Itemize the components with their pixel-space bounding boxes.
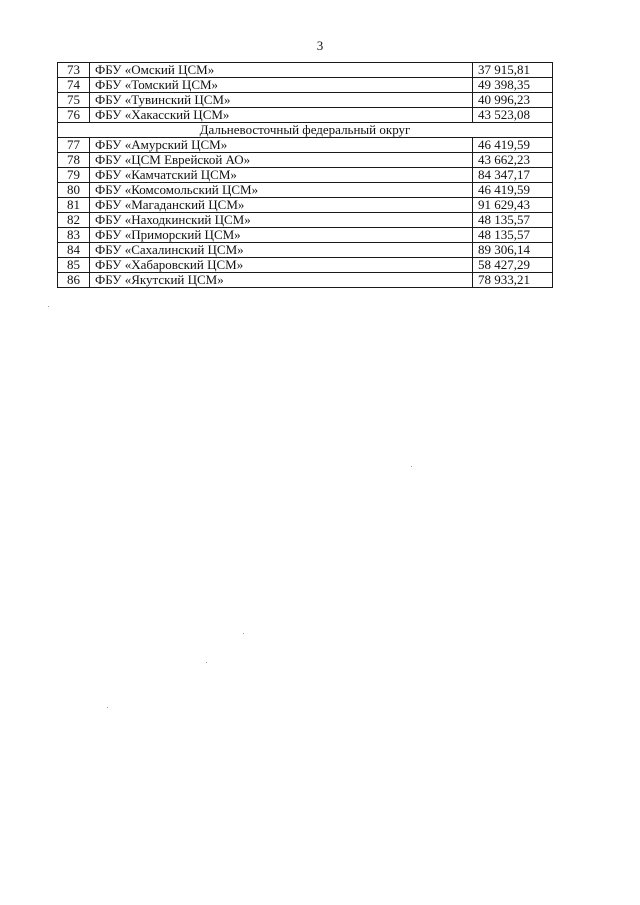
table-row bbox=[58, 138, 553, 153]
amount-value: 40 996,23 bbox=[473, 93, 553, 108]
organization-name: ФБУ «Магаданский ЦСМ» bbox=[90, 198, 473, 213]
amount-value: 84 347,17 bbox=[473, 168, 553, 183]
organization-name: ФБУ «Амурский ЦСМ» bbox=[90, 138, 473, 153]
table-row bbox=[58, 63, 553, 78]
table-row bbox=[58, 213, 553, 228]
amount-value: 48 135,57 bbox=[473, 228, 553, 243]
row-number: 85 bbox=[58, 258, 90, 273]
row-number: 81 bbox=[58, 198, 90, 213]
organization-name: ФБУ «Тувинский ЦСМ» bbox=[90, 93, 473, 108]
row-number: 74 bbox=[58, 78, 90, 93]
row-number: 76 bbox=[58, 108, 90, 123]
page-number: 3 bbox=[316, 38, 324, 53]
section-header-row bbox=[58, 123, 553, 138]
amount-value: 91 629,43 bbox=[473, 198, 553, 213]
registry-table bbox=[57, 62, 553, 288]
amount-value: 37 915,81 bbox=[473, 63, 553, 78]
table-row bbox=[58, 273, 553, 288]
row-number: 77 bbox=[58, 138, 90, 153]
section-title: Дальневосточный федеральный округ bbox=[58, 123, 553, 138]
row-number: 80 bbox=[58, 183, 90, 198]
amount-value: 58 427,29 bbox=[473, 258, 553, 273]
table-row bbox=[58, 168, 553, 183]
scan-speck bbox=[411, 466, 412, 467]
amount-value: 78 933,21 bbox=[473, 273, 553, 288]
organization-name: ФБУ «Хакасский ЦСМ» bbox=[90, 108, 473, 123]
amount-value: 46 419,59 bbox=[473, 138, 553, 153]
amount-value: 43 662,23 bbox=[473, 153, 553, 168]
table-row bbox=[58, 243, 553, 258]
amount-value: 89 306,14 bbox=[473, 243, 553, 258]
organization-name: ФБУ «Находкинский ЦСМ» bbox=[90, 213, 473, 228]
amount-value: 49 398,35 bbox=[473, 78, 553, 93]
organization-name: ФБУ «Приморский ЦСМ» bbox=[90, 228, 473, 243]
organization-name: ФБУ «Омский ЦСМ» bbox=[90, 63, 473, 78]
organization-name: ФБУ «ЦСМ Еврейской АО» bbox=[90, 153, 473, 168]
registry-table-body bbox=[58, 63, 553, 288]
organization-name: ФБУ «Камчатский ЦСМ» bbox=[90, 168, 473, 183]
scan-speck bbox=[243, 633, 244, 634]
amount-value: 46 419,59 bbox=[473, 183, 553, 198]
scan-speck bbox=[48, 306, 49, 307]
organization-name: ФБУ «Хабаровский ЦСМ» bbox=[90, 258, 473, 273]
organization-name: ФБУ «Комсомольский ЦСМ» bbox=[90, 183, 473, 198]
row-number: 83 bbox=[58, 228, 90, 243]
organization-name: ФБУ «Якутский ЦСМ» bbox=[90, 273, 473, 288]
table-row bbox=[58, 258, 553, 273]
row-number: 73 bbox=[58, 63, 90, 78]
table-row bbox=[58, 153, 553, 168]
organization-name: ФБУ «Томский ЦСМ» bbox=[90, 78, 473, 93]
scan-speck bbox=[107, 707, 108, 708]
row-number: 79 bbox=[58, 168, 90, 183]
table-row bbox=[58, 93, 553, 108]
table-row bbox=[58, 228, 553, 243]
row-number: 84 bbox=[58, 243, 90, 258]
row-number: 78 bbox=[58, 153, 90, 168]
row-number: 75 bbox=[58, 93, 90, 108]
scan-speck bbox=[206, 662, 207, 663]
table-row bbox=[58, 108, 553, 123]
row-number: 86 bbox=[58, 273, 90, 288]
table-row bbox=[58, 78, 553, 93]
organization-name: ФБУ «Сахалинский ЦСМ» bbox=[90, 243, 473, 258]
row-number: 82 bbox=[58, 213, 90, 228]
amount-value: 43 523,08 bbox=[473, 108, 553, 123]
table-row bbox=[58, 183, 553, 198]
table-row bbox=[58, 198, 553, 213]
amount-value: 48 135,57 bbox=[473, 213, 553, 228]
